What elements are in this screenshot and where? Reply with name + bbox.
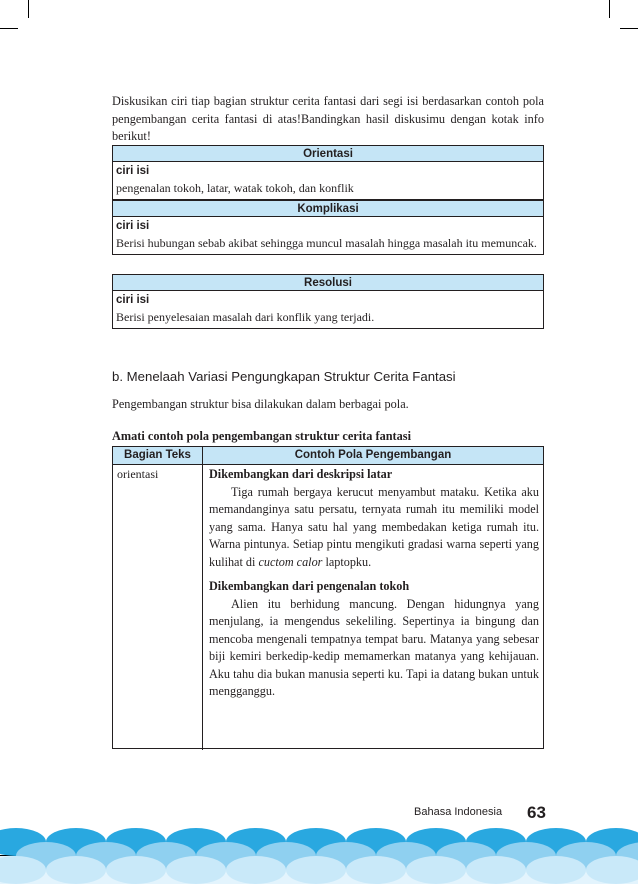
resolusi-cell (112, 291, 544, 329)
komplikasi-box (112, 200, 544, 255)
orientasi-label: ciri isi (116, 165, 150, 177)
example-1-title: Dikembangkan dari deskripsi latar (209, 467, 393, 481)
crop-mark (28, 0, 29, 18)
komplikasi-header: Komplikasi (112, 200, 544, 217)
pattern-table-row (113, 465, 543, 750)
intro-paragraph: Diskusikan ciri tiap bagian struktur cerita fantasi dari segi isi berdasarkan contoh pola pengembangan cerita fantasi di atas!Bandingkan hasil diskusimu dengan kotak info berikut! (112, 94, 544, 143)
orientasi-text: pengenalan tokoh, latar, watak tokoh, dan konflik (116, 181, 354, 195)
resolusi-header: Resolusi (112, 274, 544, 291)
part-cell: orientasi (113, 465, 203, 750)
orientasi-cell (112, 162, 544, 200)
example-2-title: Dikembangkan dari pengenalan tokoh (209, 579, 410, 593)
orientasi-header: Orientasi (112, 145, 544, 162)
section-b-description: Pengembangan struktur bisa dilakukan dalam berbagai pola. (112, 397, 409, 411)
example-1-text-main: Tiga rumah bergaya kerucut menyambut mataku. Ketika aku memandanginya satu persatu, ternyata rumah itu memiliki model yang sama. Hanya satu hal yang membedakan ketiga rumah itu. Warna pintunya. Setiap pintu mengikuti gradasi warna seperti yang kulihat di (209, 484, 539, 569)
komplikasi-text: Berisi hubungan sebab akibat sehingga muncul masalah hingga masalah itu memuncak. (116, 236, 537, 250)
example-2-text: Alien itu berhidung mancung. Dengan hidungnya yang menjulang, ia mengendus sekeliling. Sepertinya ia bingung dan mencoba mengenali tempatnya tempat baru. Matanya yang sebesar biji kemiri berkedip-kedip memamerkan matanya yang kehijauan. Aku tahu dia bukan manusia seperti ku. Tapi ia datang bukan untuk mengganggu. (209, 596, 539, 698)
wave-decoration (0, 826, 638, 884)
komplikasi-cell (112, 217, 544, 255)
crop-mark (0, 28, 18, 29)
pattern-table (112, 446, 544, 749)
column-header-bagian-teks: Bagian Teks (113, 447, 203, 464)
example-1-text-end: laptopku. (322, 554, 372, 569)
crop-mark (609, 0, 610, 18)
orientasi-box (112, 145, 544, 200)
column-header-contoh-pola: Contoh Pola Pengembangan (294, 449, 452, 461)
section-b-instruction: Amati contoh pola pengembangan struktur cerita fantasi (112, 429, 412, 443)
example-1-italic: cuctom calor (258, 554, 323, 569)
resolusi-text: Berisi penyelesaian masalah dari konflik yang terjadi. (116, 310, 375, 324)
crop-mark (620, 28, 638, 29)
komplikasi-label: ciri isi (116, 220, 150, 232)
resolusi-box (112, 274, 544, 329)
pattern-table-header (113, 447, 543, 465)
example-cell (203, 465, 543, 750)
resolusi-label: ciri isi (116, 294, 150, 306)
example-1-text (209, 484, 539, 572)
section-b-heading: b. Menelaah Variasi Pengungkapan Struktur Cerita Fantasi (112, 369, 456, 384)
book-title: Bahasa Indonesia (414, 806, 503, 818)
page-number: 63 (527, 803, 546, 822)
